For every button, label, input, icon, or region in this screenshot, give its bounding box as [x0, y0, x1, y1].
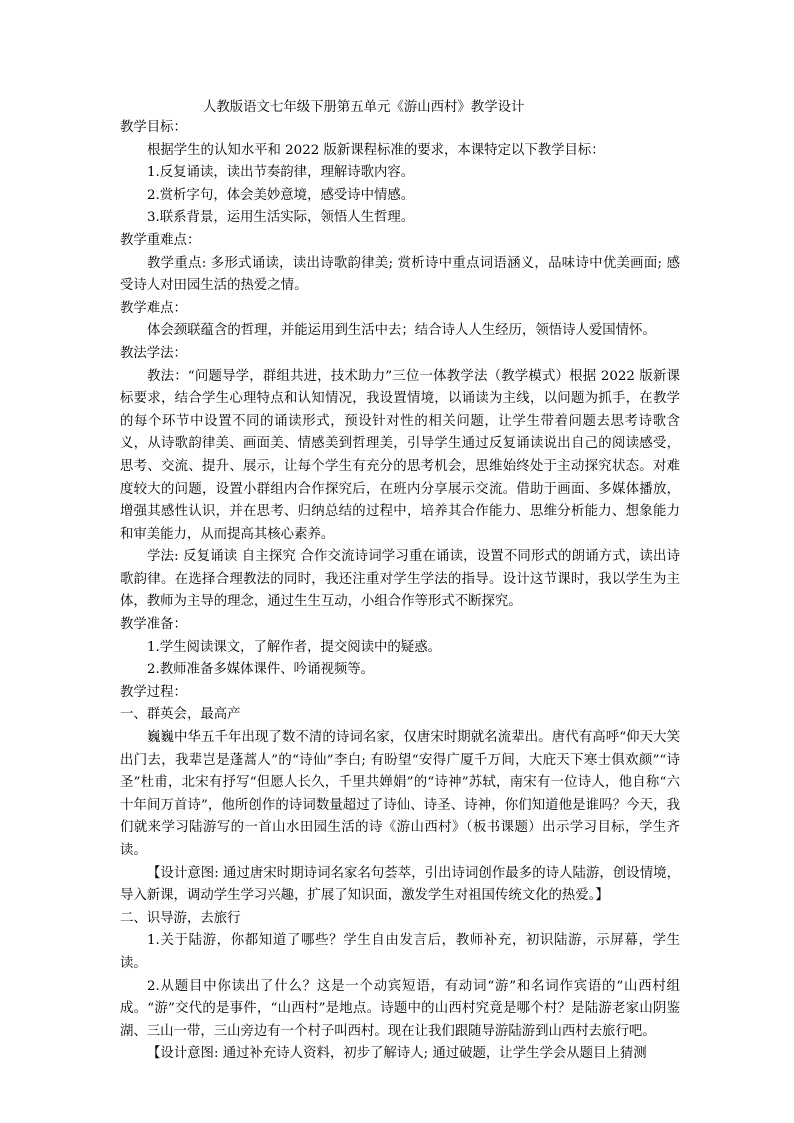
- preparation-heading: 教学准备：: [120, 617, 187, 633]
- preparation-item: 1.学生阅读课文，了解作者，提交阅读中的疑惑。: [147, 639, 441, 655]
- process-part2-item2: 2.从题目中你读出了什么？这是一个动宾短语，有动词“游”和名词作宾语的“山西村组成。“游”交代的是事件，“山西村”是地点。诗题中的山西村究竟是哪个村？是陆游老家山阴鉴湖、三山一带，三山旁边有一个村子叫西村。现在让我们跟随导游陆游到山西村去旅行吧。: [120, 978, 680, 1039]
- key-points-heading: 教学重难点：: [120, 232, 201, 248]
- key-points-text: 教学重点: 多形式诵读，读出诗歌韵律美; 赏析诗中重点词语涵义，品味诗中优美画面; 感受诗人对田园生活的热爱之情。: [120, 255, 680, 294]
- learning-method-text: 学法: 反复诵读 自主探究 合作交流诗词学习重在诵读，设置不同形式的朗诵方式，读出诗歌韵律。在选择合理教法的同时，我还注重对学生学法的指导。设计这节课时，我以学生为主体，教师为主导的理念，通过生生互动，小组合作等形式不断探究。: [120, 549, 680, 610]
- objective-item: 3.联系背景，运用生活实际，领悟人生哲理。: [147, 210, 415, 226]
- objective-item: 1.反复诵读，读出节奏韵律，理解诗歌内容。: [147, 165, 415, 181]
- process-heading: 教学过程：: [120, 684, 187, 700]
- document-body: [120, 117, 680, 1066]
- process-part1-text: 巍巍中华五千年出现了数不清的诗词名家，仅唐宋时期就名流辈出。唐代有高呼“仰天大笑出门去，我辈岂是蓬蒿人”的“诗仙”李白; 有盼望“安得广厦千万间，大庇天下寒士俱欢颜”“诗圣”杜甫，北宋有抒写“但愿人长久，千里共婵娟”的“诗神”苏轼，南宋有一位诗人，他自称“六十年间万首诗”，他所创作的诗词数量超过了诗仙、诗圣、诗神，你们知道他是谁吗？今天，我们就来学习陆游写的一首山水田园生活的诗《游山西村》（板书课题）出示学习目标，学生齐读。: [120, 730, 680, 858]
- teaching-method-text: 教法：“问题导学，群组共进，技术助力”三位一体教学法（教学模式）根据 2022 版新课标要求，结合学生心理特点和认知情况，我设置情境，以诵读为主线，以问题为抓手，在教学的每个环节中设置不同的诵读形式，预设针对性的相关问题，让学生带着问题去思考诗歌含义，从诗歌韵律美、画面美、情感美到哲理美，引导学生通过反复诵读说出自己的阅读感受，思考、交流、提升、展示，让每个学生有充分的思考机会，思维始终处于主动探究状态。对难度较大的问题，设置小群组内合作探究后，在班内分享展示交流。借助于画面、多媒体播放，增强其感性认识，并在思考、归纳总结的过程中，培养其合作能力、思维分析能力、想象能力和审美能力，从而提高其核心素养。: [120, 368, 680, 542]
- objective-item: 2.赏析字句，体会美妙意境，感受诗中情感。: [147, 187, 415, 203]
- objectives-heading: 教学目标：: [120, 120, 187, 135]
- document-title: 人教版语文七年级下册第五单元《游山西村》教学设计: [203, 100, 525, 115]
- process-part2-intent: 【设计意图: 通过补充诗人资料，初步了解诗人; 通过破题，让学生学会从题目上猜测: [147, 1046, 647, 1062]
- process-part2-heading: 二、识导游，去旅行: [120, 910, 241, 926]
- objectives-intro: 根据学生的认知水平和 2022 版新课程标准的要求，本课特定以下教学目标：: [147, 142, 605, 158]
- process-part1-heading: 一、群英会，最高产: [120, 707, 241, 723]
- difficulties-heading: 教学难点：: [120, 300, 187, 316]
- difficulties-text: 体会颈联蕴含的哲理，并能运用到生活中去；结合诗人人生经历，领悟诗人爱国情怀。: [147, 323, 656, 339]
- process-part2-item1: 1.关于陆游，你都知道了哪些？学生自由发言后，教师补充，初识陆游，示屏幕，学生读。: [120, 933, 680, 971]
- process-part1-intent: 【设计意图: 通过唐宋时期诗词名家名句荟萃，引出诗词创作最多的诗人陆游，创设情境，导入新课，调动学生学习兴趣，扩展了知识面，激发学生对祖国传统文化的热爱。】: [120, 865, 680, 904]
- methods-heading: 教法学法：: [120, 345, 187, 361]
- preparation-item: 2.教师准备多媒体课件、吟诵视频等。: [147, 662, 375, 678]
